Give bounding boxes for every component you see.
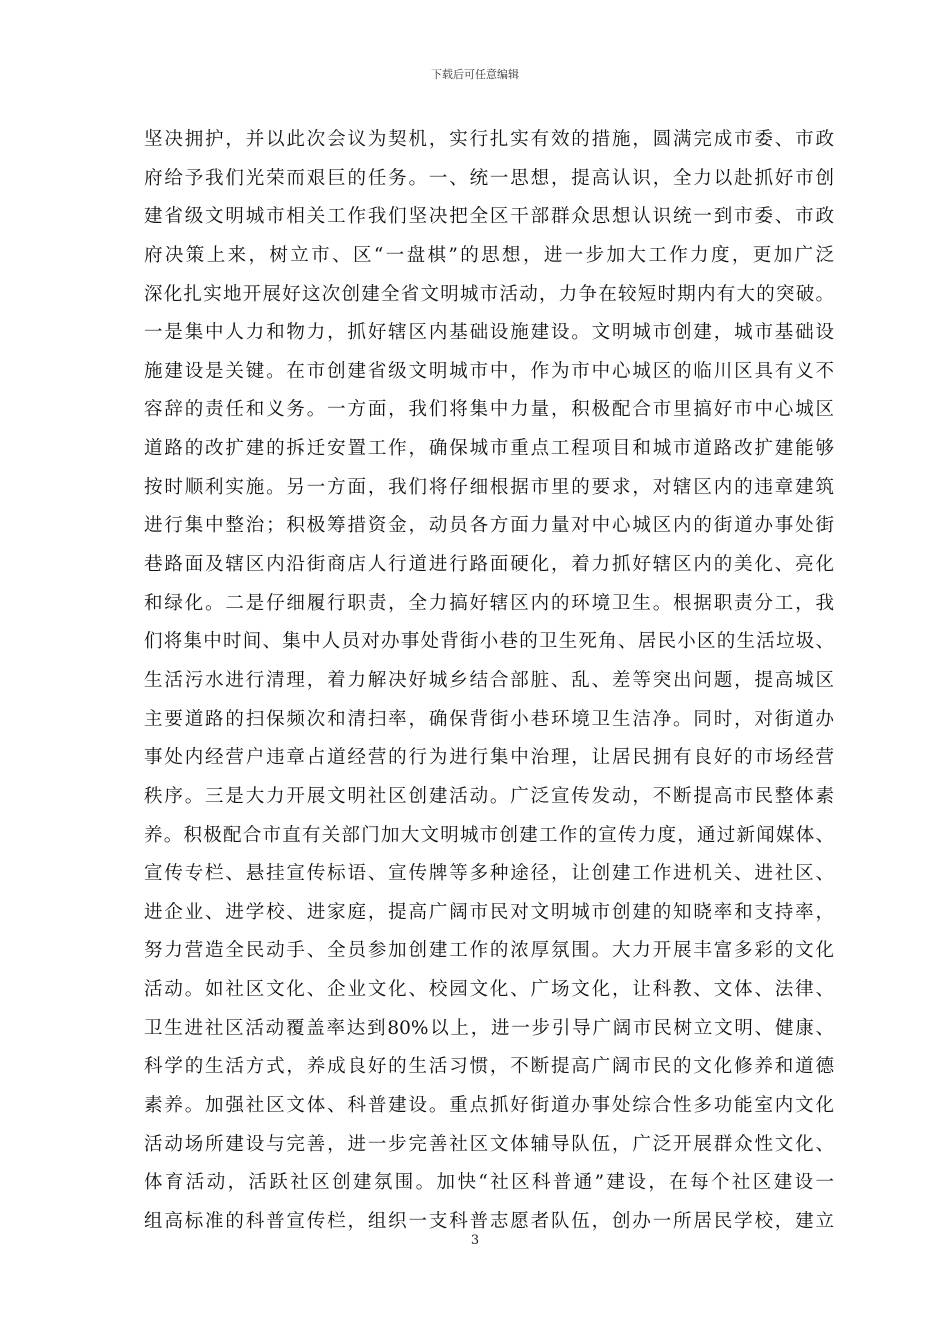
text-line: 容辞的责任和义务。一方面，我们将集中力量，积极配合市里搞好市中心城区 xyxy=(144,399,834,421)
text-line: 努力营造全民动手、全员参加创建工作的浓厚氛围。大力开展丰富多彩的文化 xyxy=(144,940,834,962)
text-line: 们将集中时间、集中人员对办事处背街小巷的卫生死角、居民小区的生活垃圾、 xyxy=(144,631,834,653)
text-line: 按时顺利实施。另一方面，我们将仔细根据市里的要求，对辖区内的违章建筑 xyxy=(144,476,834,498)
text-line: 主要道路的扫保频次和清扫率，确保背街小巷环境卫生洁净。同时，对街道办 xyxy=(144,708,834,730)
text-line: 和绿化。二是仔细履行职责，全力搞好辖区内的环境卫生。根据职责分工，我 xyxy=(144,592,834,614)
text-line: 府给予我们光荣而艰巨的任务。一、统一思想，提高认识，全力以赴抓好市创 xyxy=(144,167,834,189)
text-line: 进行集中整治；积极筹措资金，动员各方面力量对中心城区内的街道办事处街 xyxy=(144,515,834,537)
body-text xyxy=(144,121,834,1242)
text-line: 宣传专栏、悬挂宣传标语、宣传牌等多种途径，让创建工作进机关、进社区、 xyxy=(144,863,834,885)
text-line: 生活污水进行清理，着力解决好城乡结合部脏、乱、差等突出问题，提高城区 xyxy=(144,669,834,691)
text-line: 卫生进社区活动覆盖率达到80%以上，进一步引导广阔市民树立文明、健康、 xyxy=(144,1017,834,1039)
text-line: 施建设是关键。在市创建省级文明城市中，作为市中心城区的临川区具有义不 xyxy=(144,360,834,382)
text-line: 体育活动，活跃社区创建氛围。加快“社区科普通”建设，在每个社区建设一 xyxy=(144,1172,834,1194)
text-line: 进企业、进学校、进家庭，提高广阔市民对文明城市创建的知晓率和支持率， xyxy=(144,901,834,923)
text-line: 秩序。三是大力开展文明社区创建活动。广泛宣传发动，不断提高市民整体素 xyxy=(144,785,834,807)
text-line: 养。积极配合市直有关部门加大文明城市创建工作的宣传力度，通过新闻媒体、 xyxy=(144,824,834,846)
text-line: 深化扎实地开展好这次创建全省文明城市活动，力争在较短时期内有大的突破。 xyxy=(144,283,834,305)
text-line: 科学的生活方式，养成良好的生活习惯，不断提高广阔市民的文化修养和道德 xyxy=(144,1056,834,1078)
page-header: 下载后可任意编辑 xyxy=(431,68,519,81)
page-number: 3 xyxy=(470,1233,480,1248)
text-line: 素养。加强社区文体、科普建设。重点抓好街道办事处综合性多功能室内文化 xyxy=(144,1095,834,1117)
text-line: 事处内经营户违章占道经营的行为进行集中治理，让居民拥有良好的市场经营 xyxy=(144,747,834,769)
text-line: 坚决拥护，并以此次会议为契机，实行扎实有效的措施，圆满完成市委、市政 xyxy=(144,129,834,150)
text-line: 建省级文明城市相关工作我们坚决把全区干部群众思想认识统一到市委、市政 xyxy=(144,206,834,228)
text-line: 活动场所建设与完善，进一步完善社区文体辅导队伍，广泛开展群众性文化、 xyxy=(144,1133,834,1155)
text-line: 一是集中人力和物力，抓好辖区内基础设施建设。文明城市创建，城市基础设 xyxy=(144,322,834,344)
text-line: 活动。如社区文化、企业文化、校园文化、广场文化，让科教、文体、法律、 xyxy=(144,979,834,1001)
text-line: 巷路面及辖区内沿街商店人行道进行路面硬化，着力抓好辖区内的美化、亮化 xyxy=(144,554,834,576)
text-line: 道路的改扩建的拆迁安置工作，确保城市重点工程项目和城市道路改扩建能够 xyxy=(144,438,834,460)
text-line: 府决策上来，树立市、区“一盘棋”的思想，进一步加大工作力度，更加广泛 xyxy=(144,244,834,266)
text-line: 组高标准的科普宣传栏，组织一支科普志愿者队伍，创办一所居民学校，建立 xyxy=(144,1210,834,1232)
